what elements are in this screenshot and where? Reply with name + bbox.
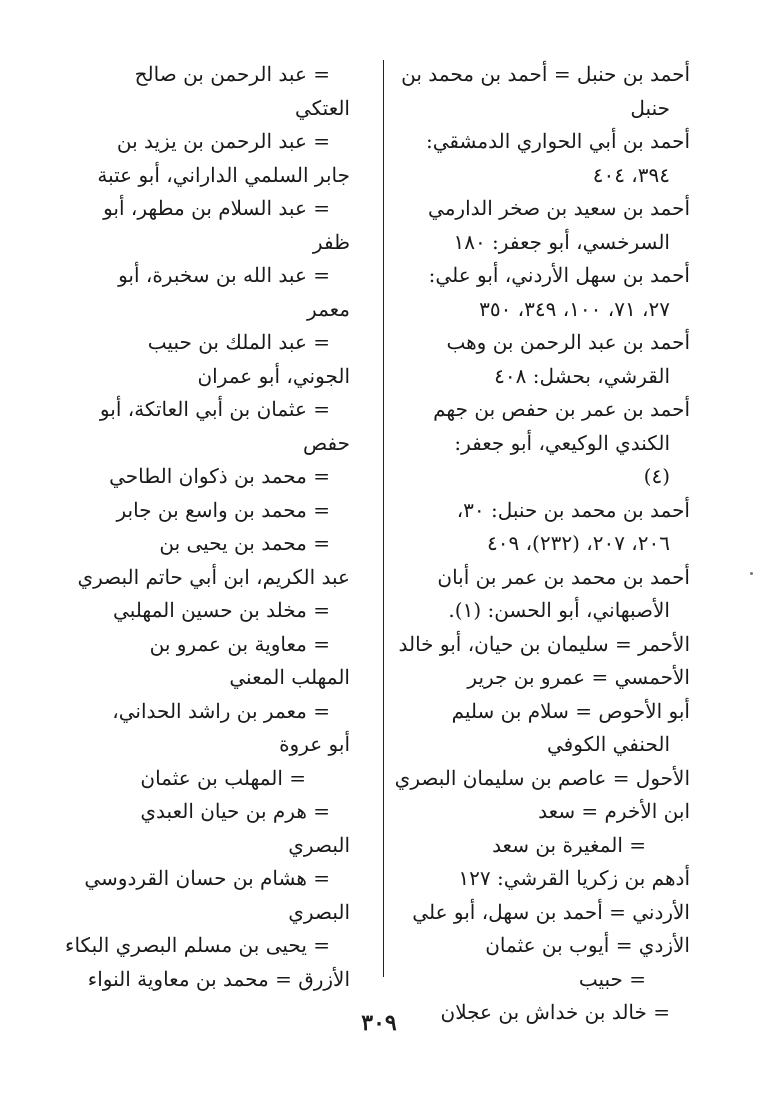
index-entry — [52, 963, 350, 997]
entry-heading-line: = المهلب بن عثمان — [140, 765, 306, 790]
index-entry — [52, 192, 350, 259]
entry-heading-line: = معاوية بن عمرو بن — [149, 631, 330, 656]
index-entry — [52, 494, 350, 528]
entry-continuation-line: ٢٠٦، ٢٠٧، (٢٣٢)، ٤٠٩ — [487, 531, 670, 555]
index-column-left — [52, 58, 350, 996]
entry-continuation-line: ٣٩٤، ٤٠٤ — [592, 162, 670, 187]
entry-continuation-line: حفص — [303, 430, 350, 455]
entry-continuation-line: الجوني، أبو عمران — [197, 363, 350, 388]
entry-continuation-line: أبو عروة — [279, 732, 350, 756]
index-entry — [52, 929, 350, 963]
index-entry — [52, 527, 350, 594]
entry-heading-line: = عبد الرحمن بن يزيد بن — [116, 129, 330, 153]
entry-heading-line: = عثمان بن أبي العاتكة، أبو — [99, 397, 330, 421]
scan-speck — [750, 572, 753, 575]
entry-heading-line: أحمد بن سهل الأردني، أبو علي: — [428, 263, 690, 287]
index-entry — [368, 125, 690, 192]
entry-heading-line: أحمد بن أبي الحواري الدمشقي: — [426, 129, 690, 153]
index-entry — [368, 628, 690, 662]
index-entry — [52, 393, 350, 460]
index-entry — [368, 393, 690, 494]
entry-heading-line: الأزرق = محمد بن معاوية النواء — [87, 966, 350, 991]
index-entry — [52, 862, 350, 929]
index-entry — [52, 125, 350, 192]
index-entry — [52, 460, 350, 494]
entry-heading-line: = محمد بن يحيى بن — [159, 531, 330, 555]
index-entry — [52, 58, 350, 125]
entry-heading-line: الأردني = أحمد بن سهل، أبو علي — [412, 899, 690, 924]
entry-continuation-line: ٢٧، ٧١، ١٠٠، ٣٤٩، ٣٥٠ — [479, 296, 670, 321]
entry-heading-line: = عبد الملك بن حبيب — [147, 330, 330, 354]
entry-heading-line: أحمد بن حنبل = أحمد بن محمد بن — [401, 62, 690, 86]
index-entry — [52, 628, 350, 695]
entry-heading-line: = حبيب — [578, 966, 646, 991]
entry-heading-line: أحمد بن عمر بن حفص بن جهم — [433, 397, 690, 421]
entry-heading-line: = يحيى بن مسلم البصري البكاء — [65, 933, 330, 957]
index-entry — [52, 795, 350, 862]
entry-continuation-line: معمر — [307, 296, 350, 321]
entry-heading-line: الأحمسي = عمرو بن جرير — [467, 665, 690, 689]
index-entry — [368, 862, 690, 896]
entry-continuation-line: الأصبهاني، أبو الحسن: (١). — [448, 598, 670, 622]
entry-heading-line: = محمد بن واسع بن جابر — [116, 497, 330, 522]
entry-continuation-line: الكندي الوكيعي، أبو جعفر: — [454, 430, 670, 455]
entry-heading-line: أحمد بن عبد الرحمن بن وهب — [446, 330, 690, 354]
entry-heading-line: = مخلد بن حسين المهلبي — [113, 598, 330, 622]
index-entry — [368, 896, 690, 930]
entry-heading-line: = هشام بن حسان القردوسي — [84, 866, 330, 890]
index-entry — [368, 58, 690, 125]
entry-heading-line: = المغيرة بن سعد — [492, 832, 646, 857]
entry-continuation-line: العتكي — [294, 95, 350, 120]
index-entry — [368, 795, 690, 829]
entry-continuation-line: حنبل — [630, 95, 670, 120]
entry-heading-line: = معمر بن راشد الحداني، — [112, 698, 330, 723]
index-entry — [368, 561, 690, 628]
entry-heading-line: أبو الأحوص = سلام بن سليم — [451, 698, 690, 723]
entry-continuation-line: القرشي، بحشل: ٤٠٨ — [494, 363, 670, 388]
entry-continuation-line: الحنفي الكوفي — [547, 732, 670, 756]
entry-heading-line: = خالد بن خداش بن عجلان — [440, 1000, 670, 1024]
page-number: ٣٠٩ — [361, 1010, 397, 1036]
index-entry — [368, 326, 690, 393]
entry-continuation-line: البصري — [288, 899, 350, 924]
index-entry — [368, 695, 690, 762]
entry-heading-line: أدهم بن زكريا القرشي: ١٢٧ — [458, 866, 690, 890]
entry-heading-line: الأحمر = سليمان بن حيان، أبو خالد — [398, 631, 690, 656]
index-entry — [368, 494, 690, 561]
index-entry — [368, 829, 690, 863]
entry-continuation-line: عبد الكريم، ابن أبي حاتم البصري — [77, 564, 350, 589]
index-entry — [52, 695, 350, 762]
entry-heading-line: = محمد بن ذكوان الطاحي — [109, 464, 330, 488]
entry-continuation-line: ظفر — [312, 229, 350, 254]
index-entry — [368, 259, 690, 326]
index-entry — [52, 594, 350, 628]
entry-heading-line: الأزدي = أيوب بن عثمان — [485, 933, 690, 957]
index-entry — [368, 661, 690, 695]
index-entry — [52, 326, 350, 393]
entry-continuation-line: المهلب المعني — [229, 665, 350, 689]
index-entry — [368, 963, 690, 997]
index-entry — [52, 259, 350, 326]
entry-heading-line: = عبد السلام بن مطهر، أبو — [103, 196, 330, 220]
index-entry — [368, 762, 690, 796]
index-entry — [52, 762, 350, 796]
entry-heading-line: = هرم بن حيان العبدي — [140, 799, 330, 823]
index-entry — [368, 929, 690, 963]
entry-heading-line: أحمد بن محمد بن عمر بن أبان — [437, 564, 690, 589]
entry-heading-line: = عبد الرحمن بن صالح — [134, 62, 330, 86]
entry-continuation-line: جابر السلمي الداراني، أبو عتبة — [97, 162, 350, 187]
entry-heading-line: ابن الأخرم = سعد — [538, 799, 690, 823]
entry-continuation-line: السرخسي، أبو جعفر: ١٨٠ — [453, 229, 670, 254]
entry-heading-line: = عبد الله بن سخبرة، أبو — [118, 263, 330, 287]
index-entry — [368, 192, 690, 259]
index-column-right — [368, 58, 690, 1030]
entry-heading-line: الأحول = عاصم بن سليمان البصري — [394, 765, 690, 790]
column-divider — [383, 60, 384, 977]
entry-continuation-line: البصري — [288, 832, 350, 857]
entry-continuation-line: (٤) — [643, 464, 670, 488]
entry-heading-line: أحمد بن محمد بن حنبل: ٣٠، — [456, 497, 690, 522]
entry-heading-line: أحمد بن سعيد بن صخر الدارمي — [428, 196, 690, 220]
